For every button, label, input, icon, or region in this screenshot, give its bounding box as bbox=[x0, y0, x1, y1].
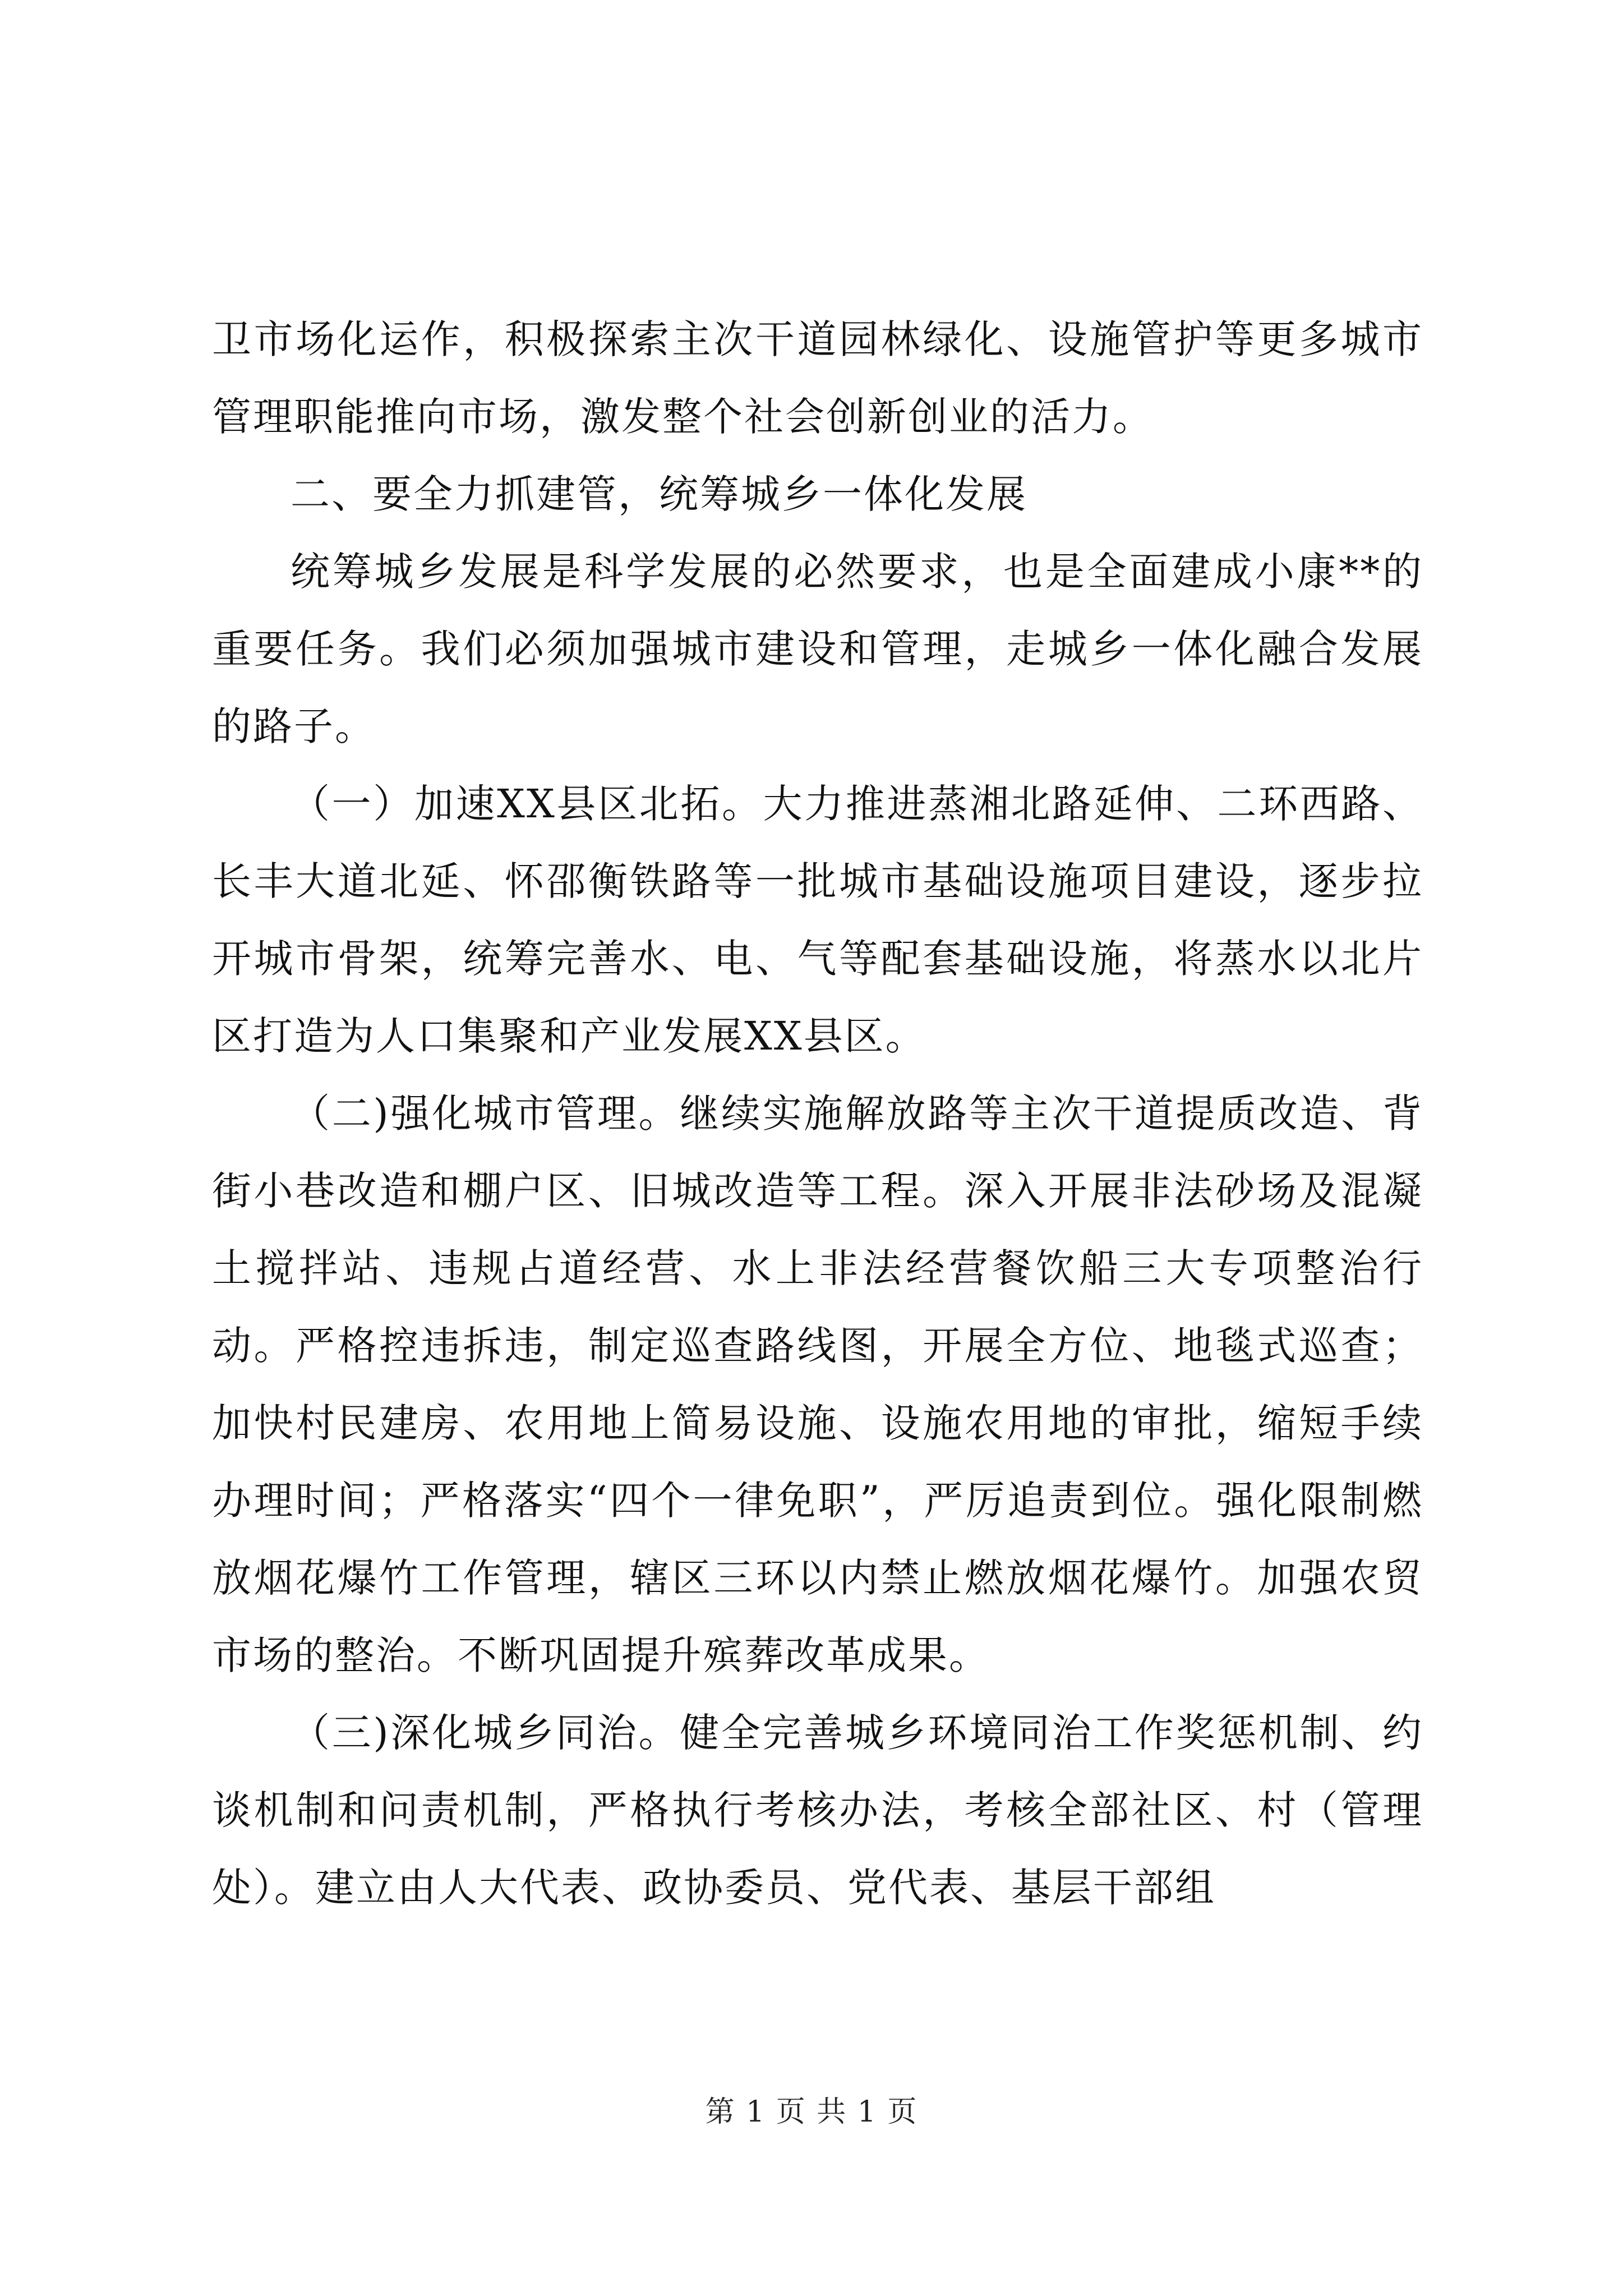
page-number-label: 第 1 页 共 1 页 bbox=[705, 2095, 918, 2129]
paragraph-item-1: （一）加速XX县区北拓。大力推进蒸湘北路延伸、二环西路、长丰大道北延、怀邵衡铁路等一批城市基础设施项目建设，逐步拉开城市骨架，统筹完善水、电、气等配套基础设施，将蒸水以北片区打造为人口集聚和产业发展XX县区。 bbox=[212, 781, 1423, 1059]
page-footer bbox=[0, 2092, 1623, 2132]
section-heading: 二、要全力抓建管，统筹城乡一体化发展 bbox=[291, 471, 1027, 517]
paragraph-continuation: 卫市场化运作，积极探索主次干道园林绿化、设施管护等更多城市管理职能推向市场，激发整个社会创新创业的活力。 bbox=[212, 316, 1423, 440]
paragraph-intro: 统筹城乡发展是科学发展的必然要求，也是全面建成小康**的重要任务。我们必须加强城市建设和管理，走城乡一体化融合发展的路子。 bbox=[212, 549, 1423, 749]
paragraph-item-2: （二)强化城市管理。继续实施解放路等主次干道提质改造、背街小巷改造和棚户区、旧城改造等工程。深入开展非法砂场及混凝土搅拌站、违规占道经营、水上非法经营餐饮船三大专项整治行动。严格控违拆违，制定巡查路线图，开展全方位、地毯式巡查；加快村民建房、农用地上简易设施、设施农用地的审批，缩短手续办理时间；严格落实“四个一律免职”，严厉追责到位。强化限制燃放烟花爆竹工作管理，辖区三环以内禁止燃放烟花爆竹。加强农贸市场的整治。不断巩固提升殡葬改革成果。 bbox=[212, 1091, 1423, 1678]
paragraph-item-3: （三)深化城乡同治。健全完善城乡环境同治工作奖惩机制、约谈机制和问责机制，严格执行考核办法，考核全部社区、村（管理处）。建立由人大代表、政协委员、党代表、基层干部组 bbox=[212, 1710, 1423, 1911]
document-body bbox=[212, 301, 1423, 1926]
